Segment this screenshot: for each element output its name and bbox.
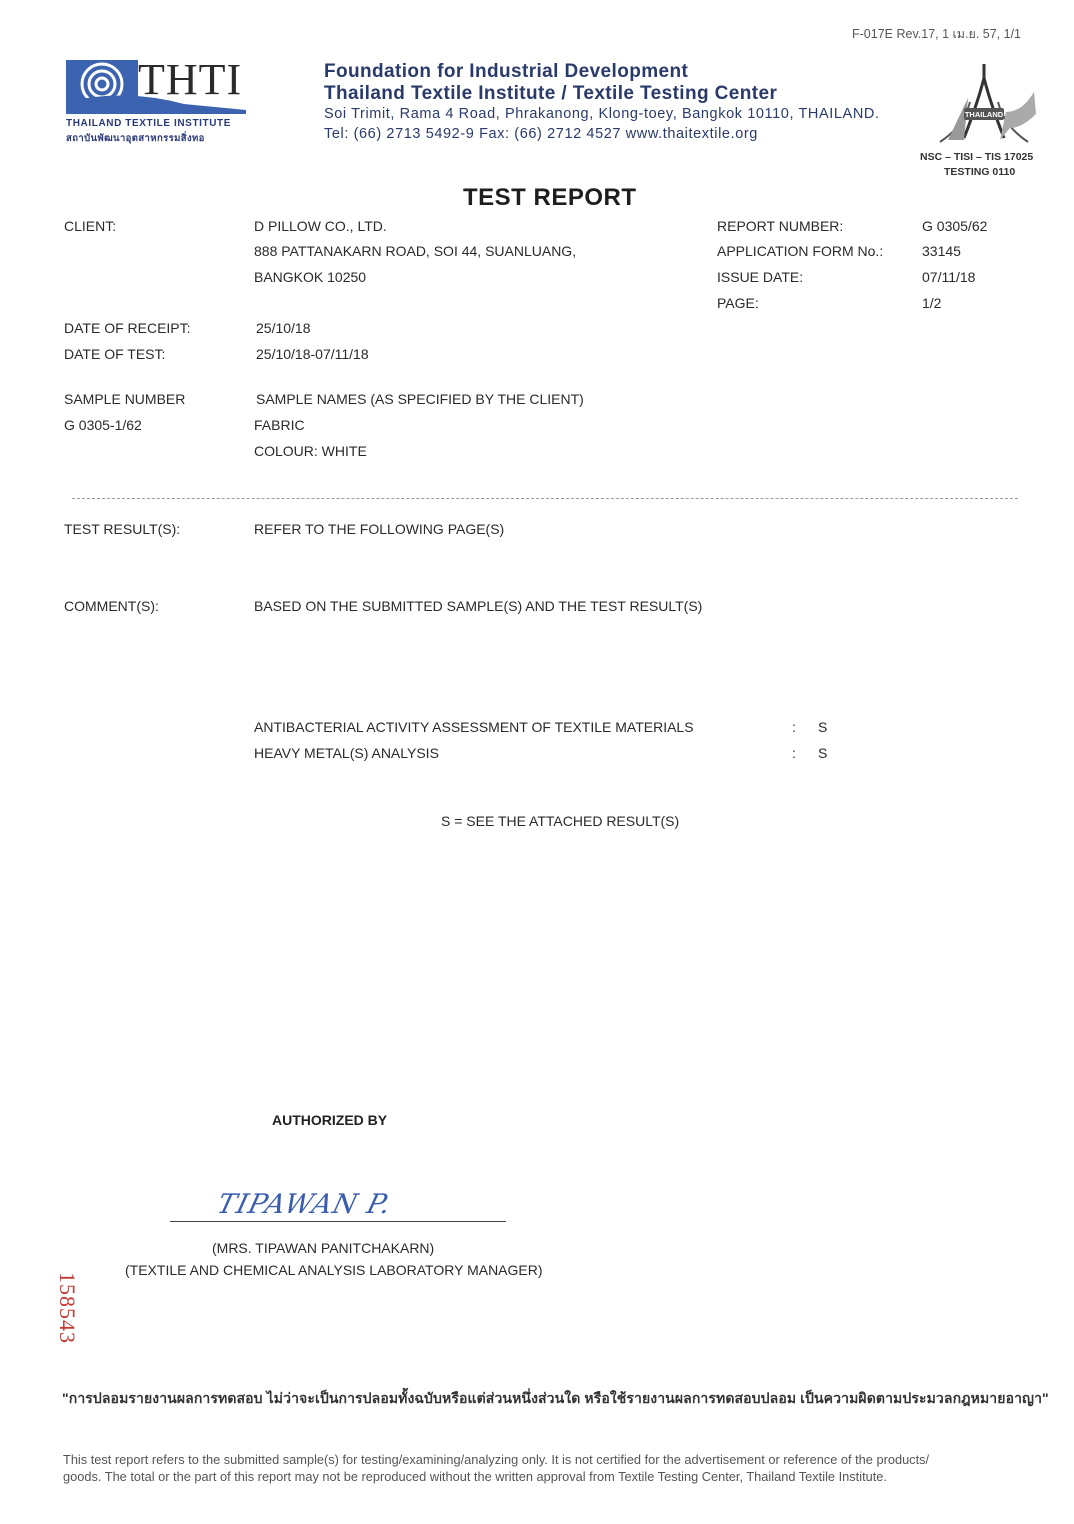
test-item-name: ANTIBACTERIAL ACTIVITY ASSESSMENT OF TEXTILE MATERIALS xyxy=(254,719,694,735)
report-title: TEST REPORT xyxy=(463,184,637,211)
thai-legal-warning: "การปลอมรายงานผลการทดสอบ ไม่ว่าจะเป็นการปลอมทั้งฉบับหรือแต่ส่วนหนึ่งส่วนใด หรือใช้รายงานผลการทดสอบปลอม เป็นความผิดตามประมวลกฎหมายอาญา" xyxy=(62,1390,1049,1406)
application-form-value: 33145 xyxy=(922,243,961,259)
sample-name-colour: COLOUR: WHITE xyxy=(254,443,367,459)
sample-name-fabric: FABRIC xyxy=(254,417,305,433)
sample-number-label: SAMPLE NUMBER xyxy=(64,391,186,407)
accreditation-line-1: NSC – TISI – TIS 17025 xyxy=(920,151,1034,163)
logo-name-th: สถาบันพัฒนาอุตสาหกรรมสิ่งทอ xyxy=(66,133,205,144)
disclaimer-line-1: This test report refers to the submitted sample(s) for testing/examining/analyzing only. It is not certified for the advertisement or reference of the products/ xyxy=(63,1452,930,1467)
test-item-separator: : xyxy=(792,719,796,735)
comments-value: BASED ON THE SUBMITTED SAMPLE(S) AND THE TEST RESULT(S) xyxy=(254,598,703,614)
date-of-receipt-label: DATE OF RECEIPT: xyxy=(64,320,191,336)
result-legend: S = SEE THE ATTACHED RESULT(S) xyxy=(441,813,680,829)
authorized-by-label: AUTHORIZED BY xyxy=(272,1112,388,1128)
org-address: Soi Trimit, Rama 4 Road, Phrakanong, Klong-toey, Bangkok 10110, THAILAND. xyxy=(324,106,880,122)
thti-logo xyxy=(64,55,250,144)
signature-text: TIPAWAN P. xyxy=(214,1189,394,1220)
client-name: D PILLOW CO., LTD. xyxy=(254,218,387,234)
test-results-label: TEST RESULT(S): xyxy=(64,521,181,537)
accreditation-mark-label: THAILAND xyxy=(964,110,1004,119)
signature-line xyxy=(170,1221,506,1222)
form-code: F-017E Rev.17, 1 เม.ย. 57, 1/1 xyxy=(852,27,1021,41)
logo-abbr: THTI xyxy=(138,55,243,104)
org-contact: Tel: (66) 2713 5492-9 Fax: (66) 2712 4527 www.thaitextile.org xyxy=(324,126,758,142)
test-item-result: S xyxy=(818,719,828,735)
sample-number-value: G 0305-1/62 xyxy=(64,417,142,433)
client-address-2: BANGKOK 10250 xyxy=(254,269,367,285)
authorizer-name: (MRS. TIPAWAN PANITCHAKARN) xyxy=(212,1240,435,1256)
client-address-1: 888 PATTANAKARN ROAD, SOI 44, SUANLUANG, xyxy=(254,243,577,259)
date-of-test-value: 25/10/18-07/11/18 xyxy=(256,346,369,362)
accreditation-line-2: TESTING 0110 xyxy=(944,166,1016,178)
serial-number: 158543 xyxy=(55,1272,80,1344)
org-line-2: Thailand Textile Institute / Textile Testing Center xyxy=(324,83,778,104)
sample-names-label: SAMPLE NAMES (AS SPECIFIED BY THE CLIENT) xyxy=(256,391,584,407)
signature xyxy=(214,1180,412,1224)
disclaimer-line-2: goods. The total or the part of this report may not be reproduced without the written approval from Textile Testing Center, Thailand Textile Institute. xyxy=(63,1469,887,1484)
report-number-value: G 0305/62 xyxy=(922,218,988,234)
org-line-1: Foundation for Industrial Development xyxy=(324,61,689,82)
issue-date-label: ISSUE DATE: xyxy=(717,269,804,285)
date-of-receipt-value: 25/10/18 xyxy=(256,320,311,336)
test-item-separator: : xyxy=(792,745,796,761)
comments-label: COMMENT(S): xyxy=(64,598,159,614)
issue-date-value: 07/11/18 xyxy=(922,269,976,285)
accreditation-mark-icon xyxy=(934,62,1038,146)
test-item-result: S xyxy=(818,745,828,761)
date-of-test-label: DATE OF TEST: xyxy=(64,346,166,362)
logo-name-en: THAILAND TEXTILE INSTITUTE xyxy=(66,118,232,129)
authorizer-position: (TEXTILE AND CHEMICAL ANALYSIS LABORATORY MANAGER) xyxy=(125,1262,543,1278)
application-form-label: APPLICATION FORM No.: xyxy=(717,243,884,259)
test-results-value: REFER TO THE FOLLOWING PAGE(S) xyxy=(254,521,505,537)
section-divider xyxy=(72,498,1018,499)
page-label: PAGE: xyxy=(717,295,759,311)
client-label: CLIENT: xyxy=(64,218,117,234)
report-number-label: REPORT NUMBER: xyxy=(717,218,844,234)
test-item-name: HEAVY METAL(S) ANALYSIS xyxy=(254,745,439,761)
page-value: 1/2 xyxy=(922,295,942,311)
